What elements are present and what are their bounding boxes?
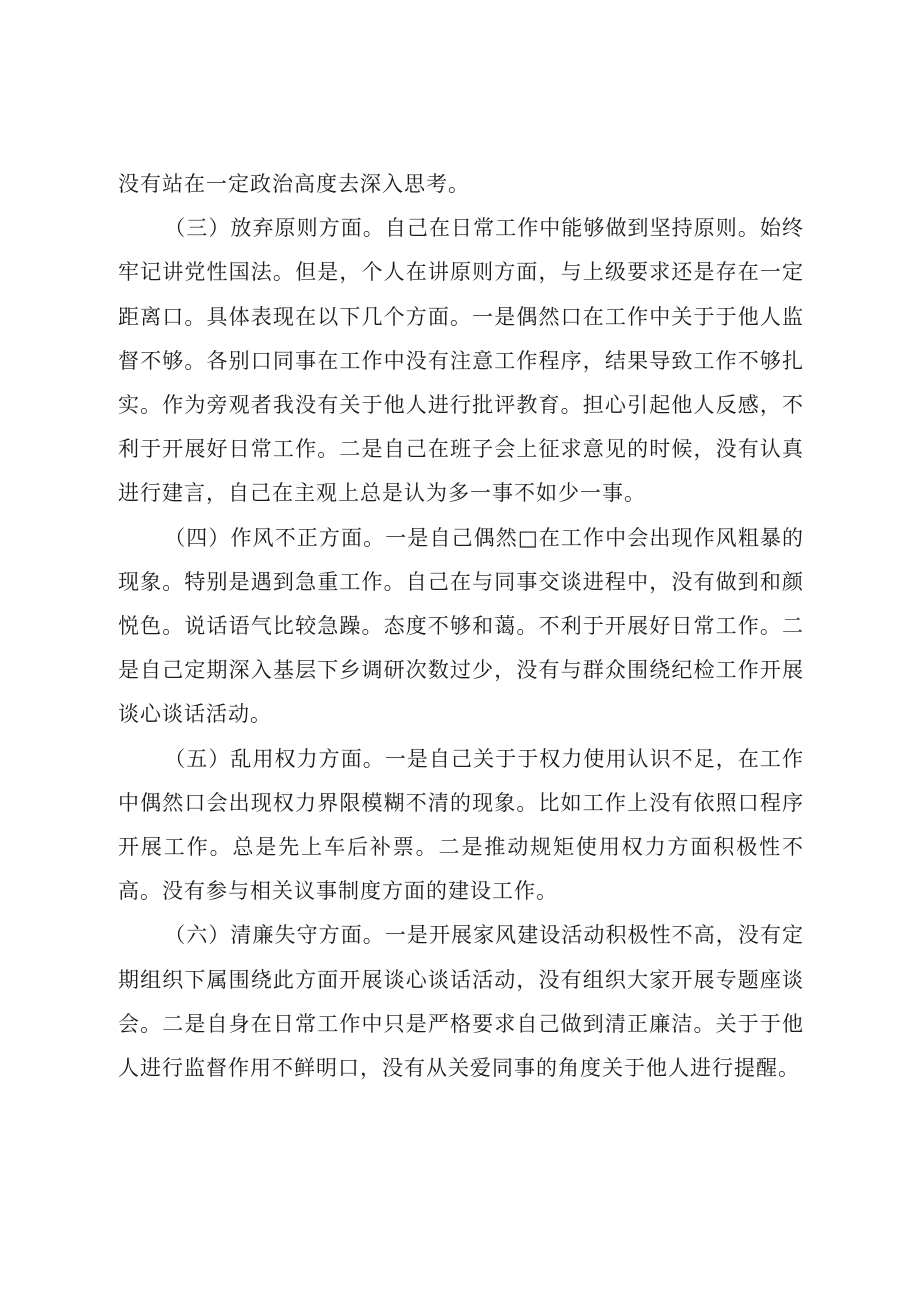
document-body — [118, 162, 804, 1090]
paragraph-continuation: 没有站在一定政治高度去深入思考。 — [118, 172, 470, 196]
paragraph-section-6: （六）清廉失守方面。一是开展家风建设活动积极性不高，没有定期组织下属围绕此方面开展谈心谈话活动，没有组织大家开展专题座谈会。二是自身在日常工作中只是严格要求自己做到清正廉洁。关于于他人进行监督作用不鲜明口，没有从关爱同事的角度关于他人进行提醒。 — [118, 923, 804, 1081]
paragraph-section-3: （三）放弃原则方面。自己在日常工作中能够做到坚持原则。始终牢记讲党性国法。但是，个人在讲原则方面，与上级要求还是存在一定距离口。具体表现在以下几个方面。一是偶然口在工作中关于于他人监督不够。各别口同事在工作中没有注意工作程序，结果导致工作不够扎实。作为旁观者我没有关于他人进行批评教育。担心引起他人反感，不利于开展好日常工作。二是自己在班子会上征求意见的时候，没有认真进行建言，自己在主观上总是认为多一事不如少一事。 — [118, 216, 804, 506]
paragraph-section-5: （五）乱用权力方面。一是自己关于于权力使用认识不足，在工作中偶然口会出现权力界限模糊不清的现象。比如工作上没有依照口程序开展工作。总是先上车后补票。二是推动规矩使用权力方面积极性不高。没有参与相关议事制度方面的建设工作。 — [118, 746, 804, 904]
paragraph-section-4: （四）作风不正方面。一是自己偶然□在工作中会出现作风粗暴的现象。特别是遇到急重工作。自己在与同事交谈进程中，没有做到和颜悦色。说话语气比较急躁。态度不够和蔼。不利于开展好日常工作。二是自己定期深入基层下乡调研次数过少，没有与群众围绕纪检工作开展谈心谈话活动。 — [118, 525, 804, 727]
